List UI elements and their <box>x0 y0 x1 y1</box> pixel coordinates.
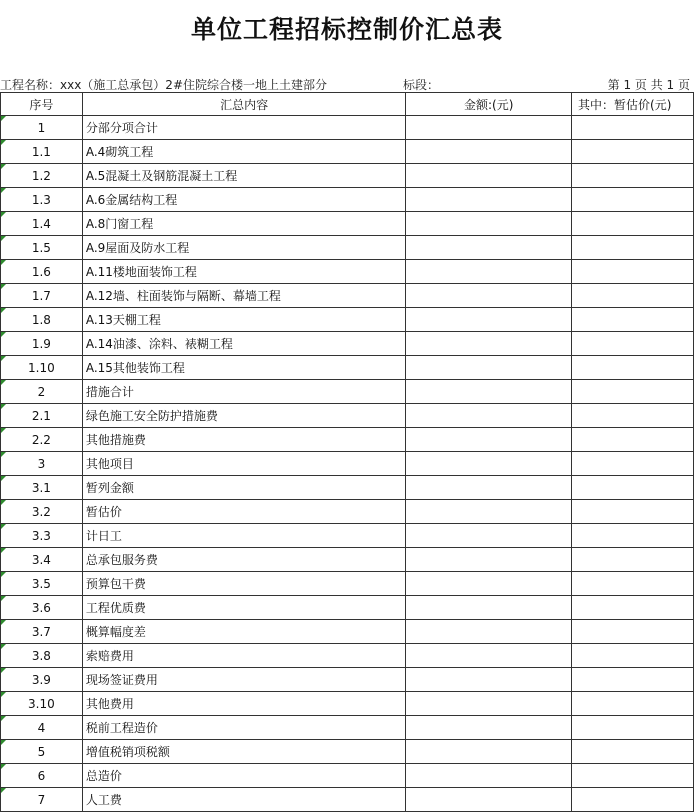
cell-marker-icon <box>1 212 6 217</box>
cell-marker-icon <box>1 764 6 769</box>
row-content-cell[interactable]: 其他费用 <box>82 692 406 716</box>
row-content-cell[interactable]: A.14油漆、涂料、裱糊工程 <box>82 332 406 356</box>
row-content-cell[interactable]: 概算幅度差 <box>82 620 406 644</box>
row-provisional-cell[interactable] <box>572 212 694 236</box>
cell-marker-icon <box>1 404 6 409</box>
header-seq: 序号 <box>1 93 83 116</box>
cell-marker-icon <box>1 692 6 697</box>
row-seq: 1.8 <box>31 312 51 327</box>
row-seq: 3.9 <box>31 672 51 687</box>
row-provisional-cell[interactable] <box>572 596 694 620</box>
cell-marker-icon <box>1 428 6 433</box>
row-provisional-cell[interactable] <box>572 380 694 404</box>
row-seq-cell[interactable] <box>1 620 83 644</box>
row-seq: 3.3 <box>31 528 51 543</box>
row-amount-cell[interactable] <box>406 140 572 164</box>
row-seq-cell[interactable] <box>1 116 83 140</box>
table-row <box>1 140 694 164</box>
cell-marker-icon <box>1 332 6 337</box>
row-seq-cell[interactable] <box>1 668 83 692</box>
row-provisional-cell[interactable] <box>572 332 694 356</box>
row-provisional-cell[interactable] <box>572 764 694 788</box>
row-amount-cell[interactable] <box>406 620 572 644</box>
row-amount-cell[interactable] <box>406 428 572 452</box>
row-seq-cell[interactable] <box>1 548 83 572</box>
row-seq-cell[interactable] <box>1 236 83 260</box>
cell-marker-icon <box>1 716 6 721</box>
row-amount-cell[interactable] <box>406 668 572 692</box>
row-content-cell[interactable]: 分部分项合计 <box>82 116 406 140</box>
table-header-row <box>1 93 694 116</box>
row-provisional-cell[interactable] <box>572 668 694 692</box>
table-row <box>1 524 694 548</box>
row-seq: 3.1 <box>31 480 51 495</box>
table-row <box>1 212 694 236</box>
row-provisional-cell[interactable] <box>572 188 694 212</box>
row-seq-cell[interactable] <box>1 260 83 284</box>
row-content-cell[interactable]: 总承包服务费 <box>82 548 406 572</box>
page-indicator: 第 1 页 共 1 页 <box>607 78 690 92</box>
row-seq-cell[interactable] <box>1 644 83 668</box>
row-provisional-cell[interactable] <box>572 548 694 572</box>
row-amount-cell[interactable] <box>406 476 572 500</box>
table-row <box>1 236 694 260</box>
summary-table <box>0 92 694 812</box>
table-row <box>1 116 694 140</box>
row-content-cell[interactable]: A.15其他装饰工程 <box>82 356 406 380</box>
cell-marker-icon <box>1 260 6 265</box>
row-seq-cell[interactable] <box>1 740 83 764</box>
table-row <box>1 404 694 428</box>
row-amount-cell[interactable] <box>406 308 572 332</box>
table-row <box>1 644 694 668</box>
row-amount-cell[interactable] <box>406 404 572 428</box>
cell-marker-icon <box>1 356 6 361</box>
cell-marker-icon <box>1 524 6 529</box>
row-provisional-cell[interactable] <box>572 428 694 452</box>
table-row <box>1 764 694 788</box>
table-row <box>1 260 694 284</box>
row-content-cell[interactable]: A.4砌筑工程 <box>82 140 406 164</box>
cell-marker-icon <box>1 236 6 241</box>
row-seq: 3.7 <box>31 624 51 639</box>
row-amount-cell[interactable] <box>406 164 572 188</box>
row-provisional-cell[interactable] <box>572 116 694 140</box>
row-content-cell[interactable]: 工程优质费 <box>82 596 406 620</box>
cell-marker-icon <box>1 572 6 577</box>
cell-marker-icon <box>1 188 6 193</box>
row-amount-cell[interactable] <box>406 332 572 356</box>
row-seq: 2.2 <box>31 432 51 447</box>
cell-marker-icon <box>1 740 6 745</box>
row-seq-cell[interactable] <box>1 212 83 236</box>
row-seq-cell[interactable] <box>1 284 83 308</box>
table-row <box>1 572 694 596</box>
row-amount-cell[interactable] <box>406 548 572 572</box>
row-seq: 7 <box>37 792 46 807</box>
row-seq: 3.2 <box>31 504 51 519</box>
row-amount-cell[interactable] <box>406 452 572 476</box>
table-row <box>1 332 694 356</box>
row-seq: 1.9 <box>31 336 51 351</box>
row-seq-cell[interactable] <box>1 140 83 164</box>
row-seq: 3.6 <box>31 600 51 615</box>
table-row <box>1 500 694 524</box>
row-provisional-cell[interactable] <box>572 164 694 188</box>
table-row <box>1 308 694 332</box>
row-amount-cell[interactable] <box>406 236 572 260</box>
row-provisional-cell[interactable] <box>572 524 694 548</box>
row-seq: 2 <box>37 384 46 399</box>
row-amount-cell[interactable] <box>406 284 572 308</box>
row-seq: 1.2 <box>31 168 51 183</box>
table-row <box>1 284 694 308</box>
row-amount-cell[interactable] <box>406 212 572 236</box>
row-seq: 1.3 <box>31 192 51 207</box>
cell-marker-icon <box>1 668 6 673</box>
table-row <box>1 596 694 620</box>
row-content-cell[interactable]: A.11楼地面装饰工程 <box>82 260 406 284</box>
table-row <box>1 356 694 380</box>
project-name: 工程名称：xxx（施工总承包）2#住院综合楼一地上土建部分 <box>0 78 327 92</box>
row-content-cell[interactable]: 暂估价 <box>82 500 406 524</box>
row-content-cell[interactable]: 人工费 <box>82 788 406 812</box>
row-amount-cell[interactable] <box>406 644 572 668</box>
row-seq-cell[interactable] <box>1 596 83 620</box>
row-provisional-cell[interactable] <box>572 476 694 500</box>
table-row <box>1 716 694 740</box>
row-seq: 3 <box>37 456 46 471</box>
row-seq: 1 <box>37 120 46 135</box>
row-seq: 1.4 <box>31 216 51 231</box>
cell-marker-icon <box>1 620 6 625</box>
row-amount-cell[interactable] <box>406 764 572 788</box>
row-seq-cell[interactable] <box>1 524 83 548</box>
row-amount-cell[interactable] <box>406 188 572 212</box>
row-seq: 1.5 <box>31 240 51 255</box>
cell-marker-icon <box>1 644 6 649</box>
row-content-cell[interactable]: 现场签证费用 <box>82 668 406 692</box>
table-row <box>1 428 694 452</box>
header-amount: 金额:(元) <box>406 93 572 116</box>
table-row <box>1 548 694 572</box>
row-provisional-cell[interactable] <box>572 740 694 764</box>
row-seq: 3.8 <box>31 648 51 663</box>
row-seq-cell[interactable] <box>1 356 83 380</box>
row-provisional-cell[interactable] <box>572 692 694 716</box>
row-provisional-cell[interactable] <box>572 236 694 260</box>
row-content-cell[interactable]: A.13天棚工程 <box>82 308 406 332</box>
page-title: 单位工程招标控制价汇总表 <box>190 15 503 44</box>
cell-marker-icon <box>1 548 6 553</box>
cell-marker-icon <box>1 164 6 169</box>
row-provisional-cell[interactable] <box>572 620 694 644</box>
cell-marker-icon <box>1 788 6 793</box>
row-content-cell[interactable]: A.9屋面及防水工程 <box>82 236 406 260</box>
row-content-cell[interactable]: 其他项目 <box>82 452 406 476</box>
row-seq: 1.6 <box>31 264 51 279</box>
row-seq-cell[interactable] <box>1 332 83 356</box>
row-content-cell[interactable]: 索赔费用 <box>82 644 406 668</box>
row-provisional-cell[interactable] <box>572 572 694 596</box>
table-row <box>1 692 694 716</box>
row-content-cell[interactable]: 暂列金额 <box>82 476 406 500</box>
row-seq-cell[interactable] <box>1 380 83 404</box>
row-seq: 6 <box>37 768 46 783</box>
row-provisional-cell[interactable] <box>572 452 694 476</box>
header-provisional: 其中：暂估价(元) <box>572 93 694 116</box>
project-info-bar <box>0 76 694 92</box>
row-amount-cell[interactable] <box>406 116 572 140</box>
table-row <box>1 740 694 764</box>
row-provisional-cell[interactable] <box>572 260 694 284</box>
cell-marker-icon <box>1 140 6 145</box>
cell-marker-icon <box>1 380 6 385</box>
row-seq: 3.4 <box>31 552 51 567</box>
row-seq: 1.7 <box>31 288 51 303</box>
row-seq: 2.1 <box>31 408 51 423</box>
row-amount-cell[interactable] <box>406 356 572 380</box>
row-content-cell[interactable]: 计日工 <box>82 524 406 548</box>
row-content-cell[interactable]: A.8门窗工程 <box>82 212 406 236</box>
row-seq-cell[interactable] <box>1 500 83 524</box>
table-row <box>1 452 694 476</box>
row-amount-cell[interactable] <box>406 260 572 284</box>
table-row <box>1 620 694 644</box>
row-provisional-cell[interactable] <box>572 404 694 428</box>
row-amount-cell[interactable] <box>406 380 572 404</box>
table-row <box>1 380 694 404</box>
row-content-cell[interactable]: 预算包干费 <box>82 572 406 596</box>
cell-marker-icon <box>1 308 6 313</box>
row-amount-cell[interactable] <box>406 596 572 620</box>
row-seq: 4 <box>37 720 46 735</box>
row-seq: 1.10 <box>28 360 55 375</box>
row-seq-cell[interactable] <box>1 692 83 716</box>
row-content-cell[interactable]: 其他措施费 <box>82 428 406 452</box>
row-seq-cell[interactable] <box>1 164 83 188</box>
row-provisional-cell[interactable] <box>572 356 694 380</box>
row-amount-cell[interactable] <box>406 740 572 764</box>
row-provisional-cell[interactable] <box>572 716 694 740</box>
row-provisional-cell[interactable] <box>572 500 694 524</box>
cell-marker-icon <box>1 596 6 601</box>
row-seq-cell[interactable] <box>1 716 83 740</box>
row-provisional-cell[interactable] <box>572 308 694 332</box>
row-seq-cell[interactable] <box>1 476 83 500</box>
cell-marker-icon <box>1 284 6 289</box>
row-content-cell[interactable]: 总造价 <box>82 764 406 788</box>
cell-marker-icon <box>1 452 6 457</box>
row-content-cell[interactable]: 绿色施工安全防护措施费 <box>82 404 406 428</box>
row-content-cell[interactable]: 措施合计 <box>82 380 406 404</box>
row-seq: 5 <box>37 744 46 759</box>
row-amount-cell[interactable] <box>406 572 572 596</box>
row-amount-cell[interactable] <box>406 500 572 524</box>
table-row <box>1 476 694 500</box>
row-seq: 3.10 <box>28 696 55 711</box>
row-seq-cell[interactable] <box>1 428 83 452</box>
row-seq-cell[interactable] <box>1 308 83 332</box>
row-provisional-cell[interactable] <box>572 644 694 668</box>
row-seq: 1.1 <box>31 144 51 159</box>
table-row <box>1 668 694 692</box>
row-amount-cell[interactable] <box>406 716 572 740</box>
header-content: 汇总内容 <box>82 93 406 116</box>
table-row <box>1 164 694 188</box>
row-provisional-cell[interactable] <box>572 140 694 164</box>
row-content-cell[interactable]: A.12墙、柱面装饰与隔断、幕墙工程 <box>82 284 406 308</box>
cell-marker-icon <box>1 476 6 481</box>
section-label: 标段： <box>403 78 440 92</box>
row-content-cell[interactable]: 增值税销项税额 <box>82 740 406 764</box>
row-seq-cell[interactable] <box>1 764 83 788</box>
row-content-cell[interactable]: A.5混凝土及钢筋混凝土工程 <box>82 164 406 188</box>
row-amount-cell[interactable] <box>406 692 572 716</box>
table-row <box>1 188 694 212</box>
row-seq-cell[interactable] <box>1 404 83 428</box>
row-seq-cell[interactable] <box>1 452 83 476</box>
cell-marker-icon <box>1 500 6 505</box>
row-content-cell[interactable]: 税前工程造价 <box>82 716 406 740</box>
row-seq: 3.5 <box>31 576 51 591</box>
row-amount-cell[interactable] <box>406 524 572 548</box>
row-provisional-cell[interactable] <box>572 284 694 308</box>
row-seq-cell[interactable] <box>1 572 83 596</box>
row-content-cell[interactable]: A.6金属结构工程 <box>82 188 406 212</box>
row-seq-cell[interactable] <box>1 188 83 212</box>
cell-marker-icon <box>1 116 6 121</box>
